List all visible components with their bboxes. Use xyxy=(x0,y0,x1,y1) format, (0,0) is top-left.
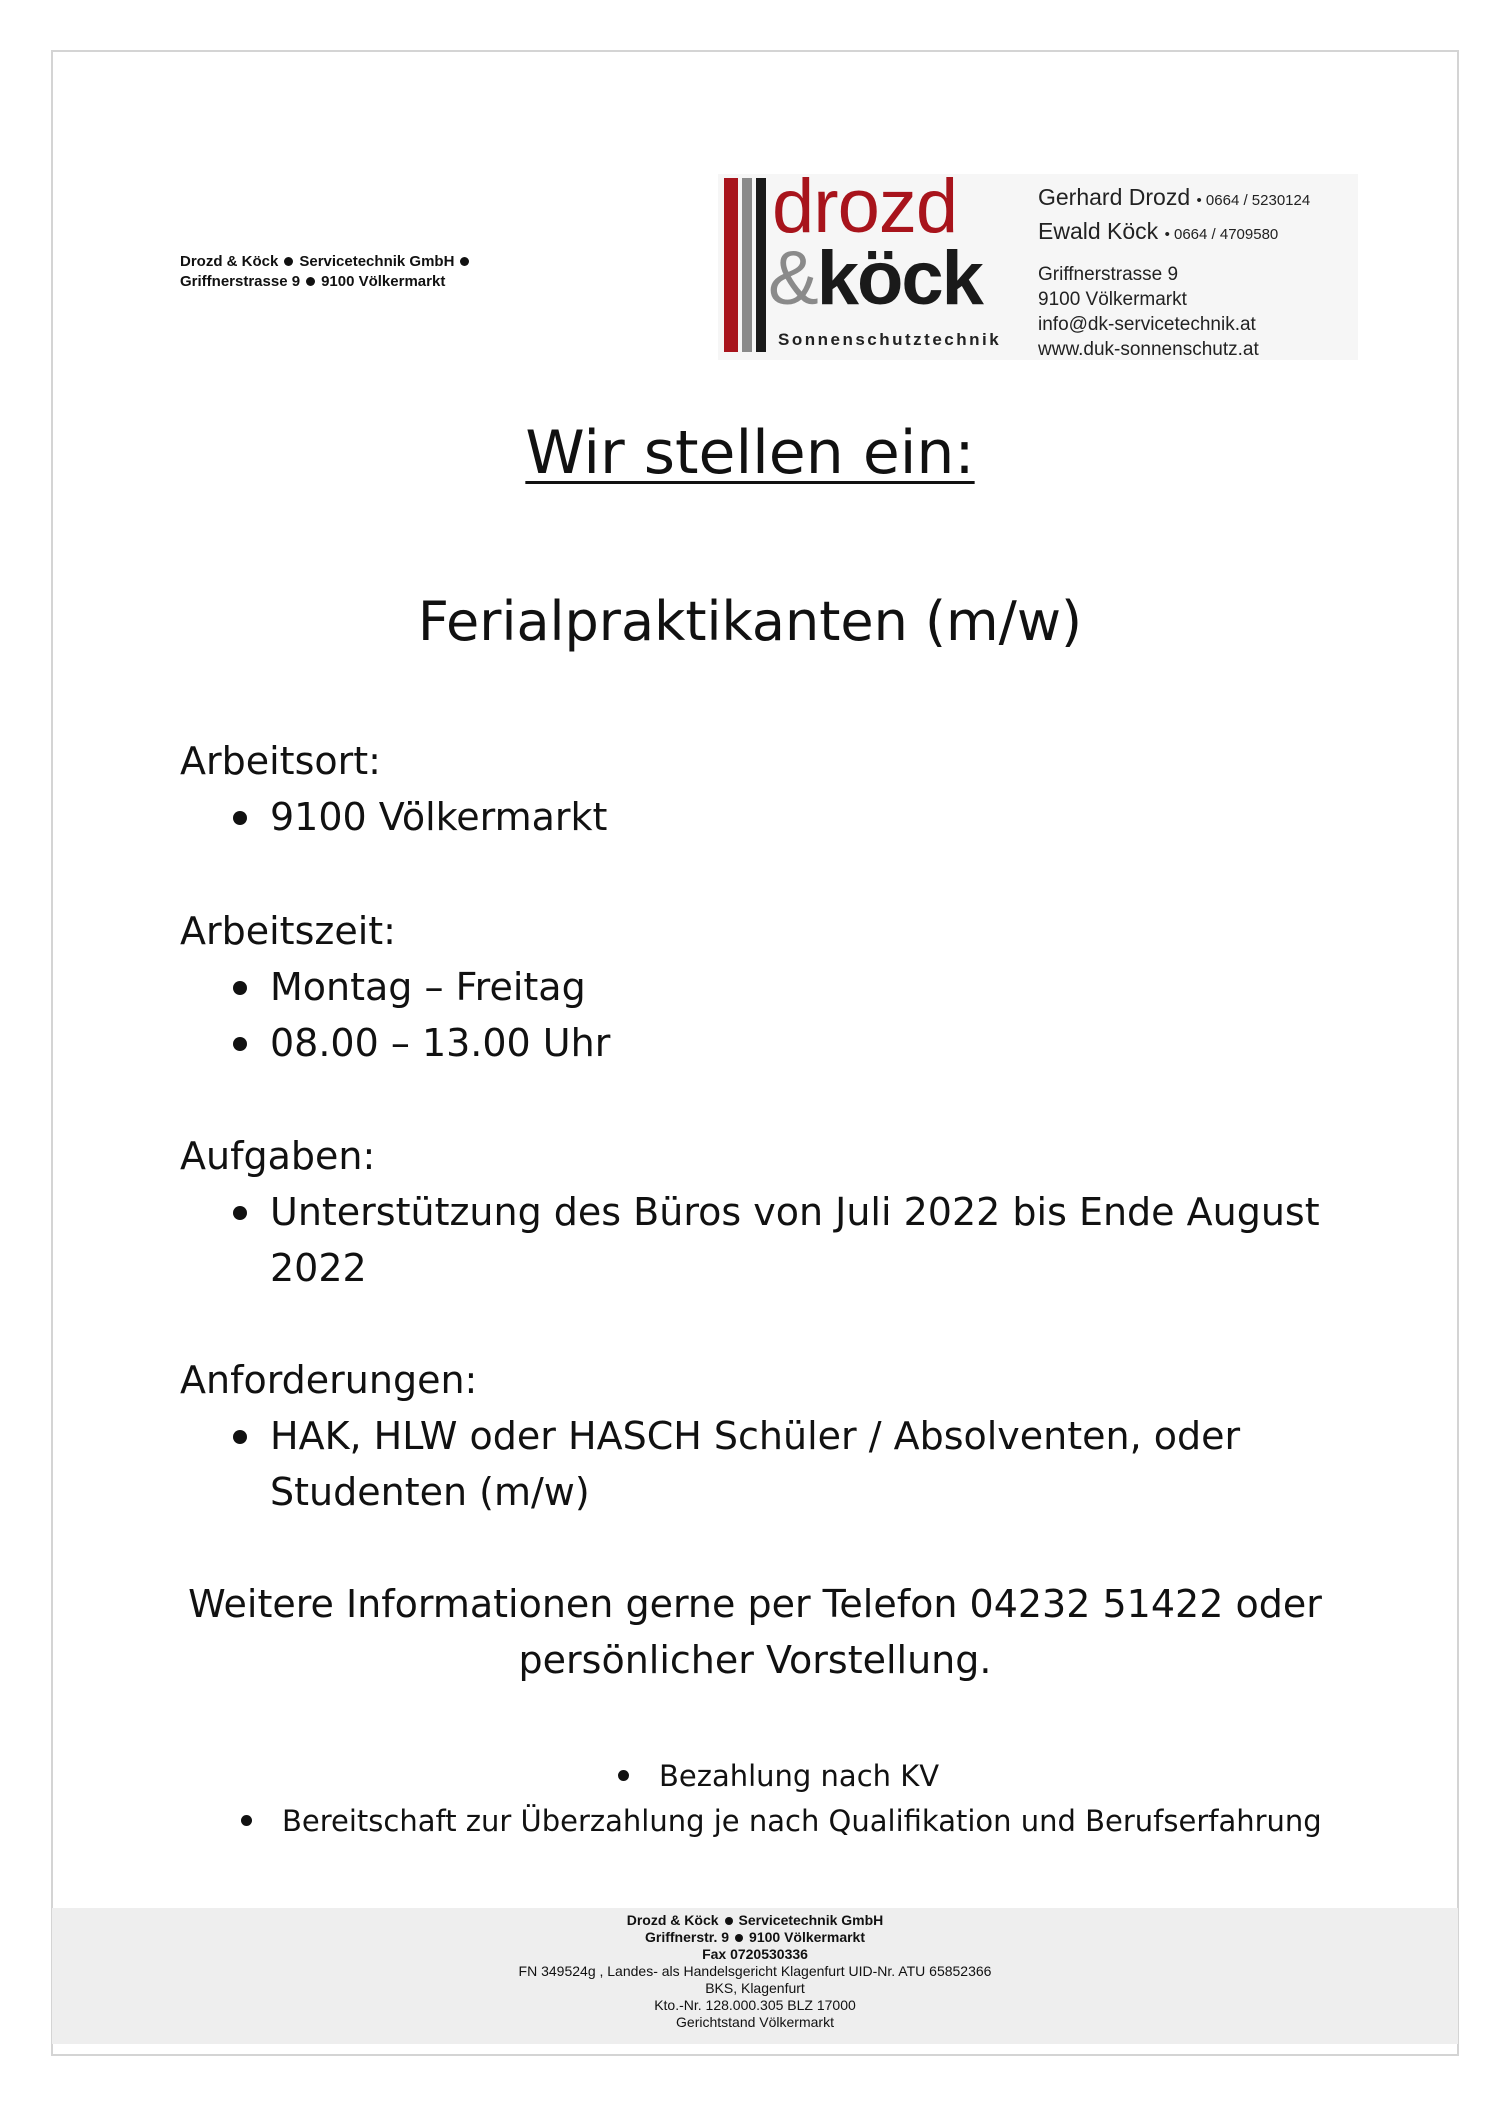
footer-court: Gerichtstand Völkermarkt xyxy=(676,2014,834,2030)
section-anforderungen xyxy=(180,1352,1340,1520)
company-logo xyxy=(718,164,1358,360)
footer-register: FN 349524g , Landes- als Handelsgericht Klagenfurt UID-Nr. ATU 65852366 xyxy=(518,1963,992,1979)
section-label: Arbeitszeit: xyxy=(180,909,396,953)
logo-contacts xyxy=(1038,182,1358,362)
sender-street: Griffnerstrasse 9 xyxy=(180,273,301,290)
logo-street: Griffnerstrasse 9 xyxy=(1038,264,1179,285)
sender-company-type: Servicetechnik GmbH xyxy=(299,253,455,270)
list-item: 08.00 – 13.00 Uhr xyxy=(180,1015,1340,1071)
contact-line-1: Gerhard Drozd • 0664 / 5230124 xyxy=(1038,184,1311,210)
payment-item: Bezahlung nach KV xyxy=(618,1754,939,1798)
footer-company: Drozd & Köck Servicetechnik GmbH xyxy=(626,1912,884,1928)
sender-street-line xyxy=(180,272,475,292)
logo-brand-drozd: drozd xyxy=(772,164,958,249)
section-label: Anforderungen: xyxy=(180,1358,478,1402)
footer-address: Griffnerstr. 9 9100 Völkermarkt xyxy=(645,1929,865,1945)
list-item: Unterstützung des Büros von Juli 2022 bis Ende August 2022 xyxy=(180,1184,1340,1296)
section-arbeitszeit xyxy=(180,903,1340,1071)
bullet-dot-icon xyxy=(460,257,469,266)
section-arbeitsort xyxy=(180,733,1340,845)
page-footer xyxy=(52,1908,1458,2044)
job-title: Ferialpraktikanten (m/w) xyxy=(417,590,1083,653)
contact-line-2: Ewald Köck • 0664 / 4709580 xyxy=(1038,218,1279,244)
contact-note: Weitere Informationen gerne per Telefon 04232 51422 oder persönlicher Vorstellung. xyxy=(188,1582,1322,1682)
section-aufgaben xyxy=(180,1128,1340,1296)
bullet-dot-icon xyxy=(284,257,293,266)
bullet-dot-icon xyxy=(735,1934,743,1942)
bullet-dot-icon xyxy=(618,1770,629,1781)
bullet-dot-icon xyxy=(725,1917,733,1925)
list-item: HAK, HLW oder HASCH Schüler / Absolventen, oder Studenten (m/w) xyxy=(180,1408,1340,1520)
logo-tagline: Sonnenschutztechnik xyxy=(778,330,1002,349)
logo-website: www.duk-sonnenschutz.at xyxy=(1038,339,1259,360)
bullet-dot-icon xyxy=(241,1815,252,1826)
section-label: Arbeitsort: xyxy=(180,739,381,783)
sender-company-line xyxy=(180,252,475,272)
logo-city: 9100 Völkermarkt xyxy=(1038,289,1187,310)
bullet-dot-icon xyxy=(306,277,315,286)
footer-fax: Fax 0720530336 xyxy=(702,1946,808,1962)
list-item: Montag – Freitag xyxy=(180,959,1340,1015)
logo-brand-kock: &köck xyxy=(768,236,982,321)
sender-company-name: Drozd & Köck xyxy=(180,253,279,270)
payment-item: Bereitschaft zur Überzahlung je nach Qualifikation und Berufserfahrung xyxy=(241,1799,1322,1843)
footer-bank: BKS, Klagenfurt xyxy=(705,1980,805,1996)
footer-account: Kto.-Nr. 128.000.305 BLZ 17000 xyxy=(654,1997,856,2013)
section-label: Aufgaben: xyxy=(180,1134,376,1178)
page-title: Wir stellen ein: xyxy=(525,418,975,488)
sender-address xyxy=(180,252,475,292)
logo-email: info@dk-servicetechnik.at xyxy=(1038,314,1256,335)
sender-city: 9100 Völkermarkt xyxy=(321,273,446,290)
list-item: 9100 Völkermarkt xyxy=(180,789,1340,845)
